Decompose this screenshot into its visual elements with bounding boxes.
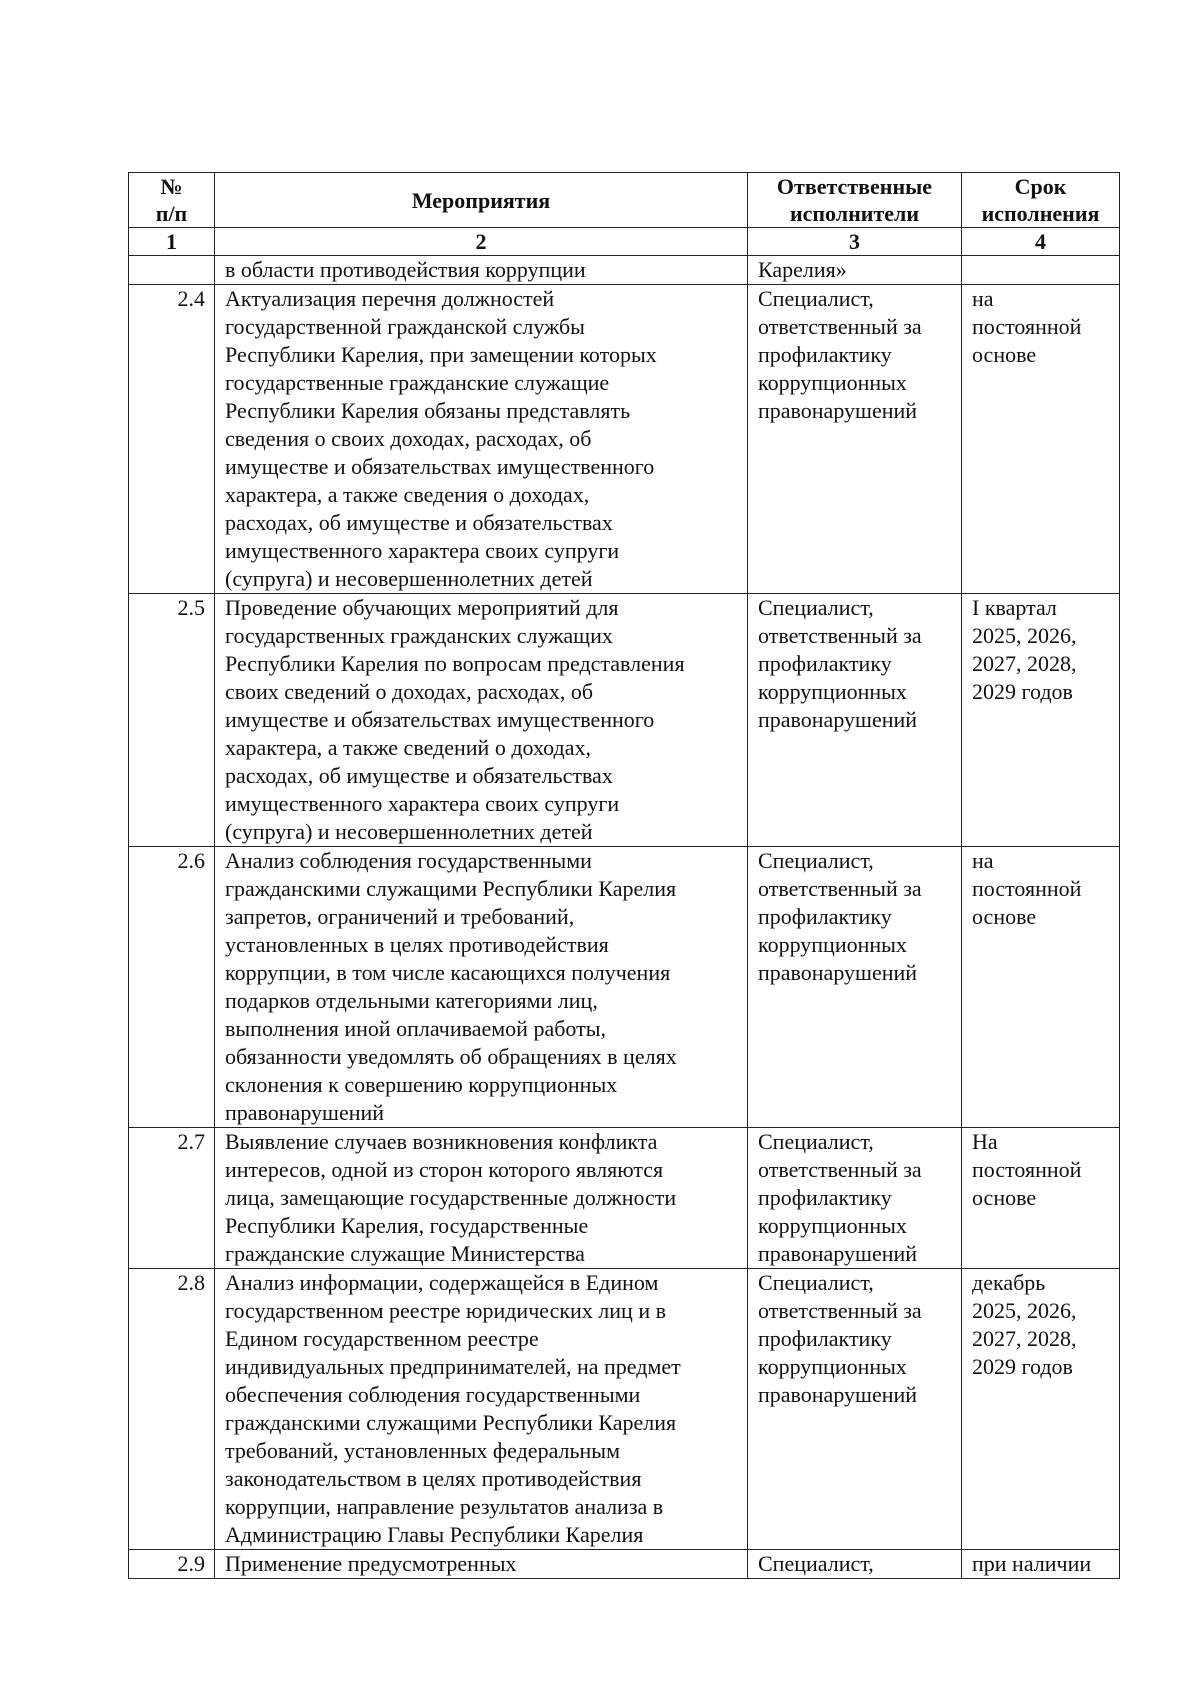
row-term (962, 256, 1120, 285)
row-term: на постоянной основе (962, 285, 1120, 594)
row-responsible: Карелия» (748, 256, 962, 285)
row-number: 2.4 (129, 285, 215, 594)
table-row (129, 285, 1120, 594)
row-number (129, 256, 215, 285)
row-responsible: Специалист, ответственный за профилактику коррупционных правонарушений (748, 1269, 962, 1550)
row-measure: Применение предусмотренных (215, 1550, 748, 1579)
table-row (129, 594, 1120, 847)
row-term: декабрь 2025, 2026, 2027, 2028, 2029 годов (962, 1269, 1120, 1550)
table-row (129, 1550, 1120, 1579)
measures-table (128, 172, 1120, 1579)
table-row (129, 847, 1120, 1128)
row-number: 2.8 (129, 1269, 215, 1550)
row-term: На постоянной основе (962, 1128, 1120, 1269)
column-number-1: 1 (129, 228, 215, 256)
row-term: при наличии (962, 1550, 1120, 1579)
header-number: № п/п (129, 173, 215, 228)
table-row (129, 256, 1120, 285)
column-number-2: 2 (215, 228, 748, 256)
row-number: 2.6 (129, 847, 215, 1128)
row-number: 2.7 (129, 1128, 215, 1269)
header-term: Срок исполнения (962, 173, 1120, 228)
column-number-3: 3 (748, 228, 962, 256)
row-measure: Анализ информации, содержащейся в Едином государственном реестре юридических лиц и в Едином государственном реестре индивидуальных предпринимателей, на предмет обеспечения соблюдения государственными гражданскими служащими Республики Карелия требований, установленных федеральным законодательством в целях противодействия коррупции, направление результатов анализа в Администрацию Главы Республики Карелия (215, 1269, 748, 1550)
table-row (129, 1269, 1120, 1550)
row-responsible: Специалист, ответственный за профилактику коррупционных правонарушений (748, 285, 962, 594)
table-row (129, 1128, 1120, 1269)
row-responsible: Специалист, ответственный за профилактику коррупционных правонарушений (748, 1128, 962, 1269)
row-measure: Актуализация перечня должностей государственной гражданской службы Республики Карелия, при замещении которых государственные гражданские служащие Республики Карелия обязаны представлять сведения о своих доходах, расходах, об имуществе и обязательствах имущественного характера, а также сведения о доходах, расходах, об имуществе и обязательствах имущественного характера своих супруги (супруга) и несовершеннолетних детей (215, 285, 748, 594)
column-number-4: 4 (962, 228, 1120, 256)
row-term: I квартал 2025, 2026, 2027, 2028, 2029 годов (962, 594, 1120, 847)
row-responsible: Специалист, ответственный за профилактику коррупционных правонарушений (748, 847, 962, 1128)
column-numbers-row (129, 228, 1120, 256)
header-measures: Мероприятия (215, 173, 748, 228)
row-measure: Проведение обучающих мероприятий для государственных гражданских служащих Республики Карелия по вопросам представления своих сведений о доходах, расходах, об имуществе и обязательствах имущественного характера, а также сведений о доходах, расходах, об имуществе и обязательствах имущественного характера своих супруги (супруга) и несовершеннолетних детей (215, 594, 748, 847)
row-number: 2.5 (129, 594, 215, 847)
header-responsible: Ответственные исполнители (748, 173, 962, 228)
row-responsible: Специалист, ответственный за профилактику коррупционных правонарушений (748, 594, 962, 847)
row-number: 2.9 (129, 1550, 215, 1579)
row-term: на постоянной основе (962, 847, 1120, 1128)
row-measure: Выявление случаев возникновения конфликта интересов, одной из сторон которого являются лица, замещающие государственные должности Республики Карелия, государственные гражданские служащие Министерства (215, 1128, 748, 1269)
row-measure: в области противодействия коррупции (215, 256, 748, 285)
row-measure: Анализ соблюдения государственными гражданскими служащими Республики Карелия запретов, ограничений и требований, установленных в целях противодействия коррупции, в том числе касающихся получения подарков отдельными категориями лиц, выполнения иной оплачиваемой работы, обязанности уведомлять об обращениях в целях склонения к совершению коррупционных правонарушений (215, 847, 748, 1128)
row-responsible: Специалист, (748, 1550, 962, 1579)
table-header-row (129, 173, 1120, 228)
